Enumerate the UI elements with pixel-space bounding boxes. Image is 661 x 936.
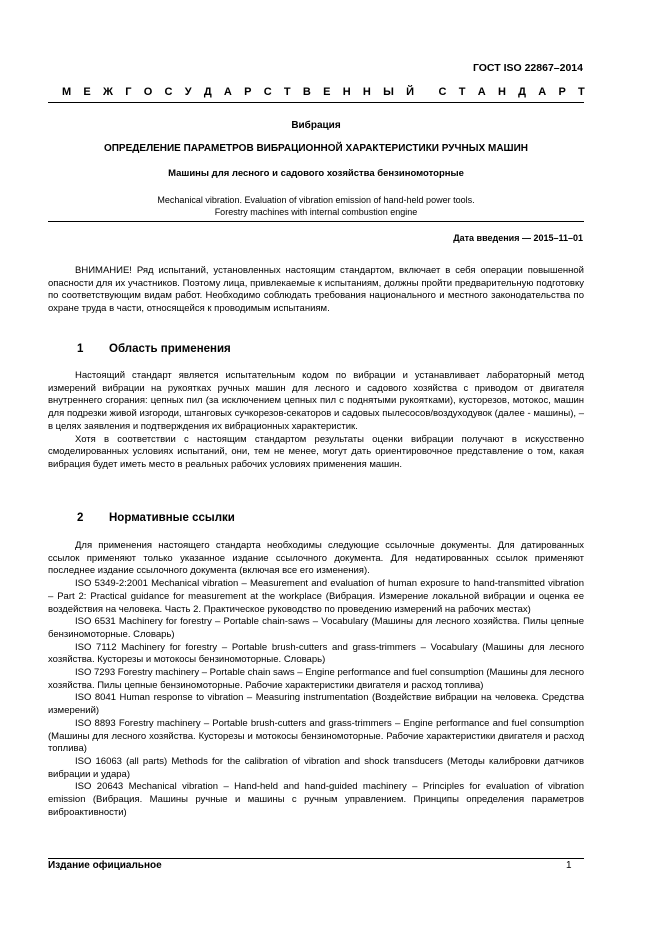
warning-block [48, 265, 584, 316]
interstate-letter: Д [518, 86, 526, 98]
interstate-letter: Т [283, 86, 291, 98]
section-1-paragraph-2: Хотя в соответствии с настоящим стандартом результаты оценки вибрации получают в искусственно смоделированных условиях испытаний, они, тем не менее, могут дать ориентировочное представление о том, какая вибрация будет иметь место в реальных рабочих условиях применения машин. [48, 433, 584, 470]
interstate-letter: С [438, 86, 447, 98]
header-rule [48, 102, 584, 103]
interstate-letter: Ы [383, 86, 394, 98]
section-2-title: Нормативные ссылки [109, 512, 235, 524]
interstate-letter: О [143, 86, 153, 98]
section-2-number: 2 [77, 512, 84, 524]
section-2-intro: Для применения настоящего стандарта необходимы следующие ссылочные документы. Для датированных ссылок применяют только указанное издание ссылочного документа. Для недатированных ссылок применяют последнее издание ссылочного документа (включая все его изменения). [48, 540, 584, 577]
interstate-letter: Ж [103, 86, 113, 98]
interstate-standard-heading [62, 86, 585, 98]
section-1-body [48, 370, 584, 472]
section-1-number: 1 [77, 343, 84, 355]
title-english-line2: Forestry machines with internal combustion engine [214, 207, 418, 217]
title-english [48, 194, 584, 218]
interstate-letter: С [164, 86, 173, 98]
interstate-letter: Е [83, 86, 91, 98]
interstate-letter: Н [342, 86, 351, 98]
interstate-letter: Н [497, 86, 506, 98]
section-1-paragraph-1: Настоящий стандарт является испытательным кодом по вибрации и устанавливает лабораторный метод измерений вибрации на рукоятках ручных машин для лесного и садового хозяйства с приводом от двигателя внутреннего сгорания: цепных пил (за исключением цепных пил с поднятыми рукоятками), кусторезов, мотокос, машин для подрезки живой изгороди, штанговых сучкорезов-секаторов и садовых пылесосов/воздуходувок (далее - машины), – в целях заявления и подтверждения их вибрационных характеристик. [48, 370, 584, 432]
interstate-letter: Е [323, 86, 331, 98]
reference-item: ISO 6531 Machinery for forestry – Portable chain-saws – Vocabulary (Машины для лесного хозяйства. Пилы цепные бензиномоторные. Словарь) [48, 616, 584, 640]
reference-item: ISO 5349-2:2001 Mechanical vibration – Measurement and evaluation of human exposure to hand-transmitted vibration – Part 2: Practical guidance for measurement at the workplace (Вибрация. Измерение локальной вибрации и оценка ее воздействия на человека. Часть 2. Практическое руководство по проведению измерений на рабочих местах) [48, 578, 584, 615]
date-introduction: Дата введения — 2015–11–01 [453, 233, 583, 243]
section-2-heading [77, 512, 235, 524]
reference-item: ISO 7112 Machinery for forestry – Portable brush-cutters and grass-trimmers – Vocabulary (Машины для лесного хозяйства. Кусторезы и мотокосы бензиномоторные. Словарь) [48, 641, 584, 666]
reference-item: ISO 7293 Forestry machinery – Portable chain saws – Engine performance and fuel consumption (Машины для лесного хозяйства. Пилы цепные бензиномоторные. Рабочие характеристики двигателя и расход топлива) [48, 667, 584, 691]
reference-item: ISO 8893 Forestry machinery – Portable brush-cutters and grass-trimmers – Engine performance and fuel consumption (Машины для лесного хозяйства. Кусторезы и мотокосы бензиномоторные. Рабочие характеристики двигателя и расход топлива) [48, 717, 584, 755]
title-main: ОПРЕДЕЛЕНИЕ ПАРАМЕТРОВ ВИБРАЦИОННОЙ ХАРАКТЕРИСТИКИ РУЧНЫХ МАШИН [103, 143, 529, 154]
interstate-letter: М [62, 86, 72, 98]
interstate-letter: Т [458, 86, 466, 98]
interstate-letter: А [223, 86, 232, 98]
title-group: Вибрация [291, 120, 341, 131]
standard-id: ГОСТ ISO 22867–2014 [472, 62, 583, 74]
interstate-letter: А [477, 86, 486, 98]
interstate-letter: Н [362, 86, 371, 98]
interstate-letter: Т [578, 86, 585, 98]
reference-item: ISO 20643 Mechanical vibration – Hand-held and hand-guided machinery – Principles for evaluation of vibration emission (Вибрация. Машины ручные и машины с ручным управлением. Принципы определения параметров виброактивности) [48, 781, 584, 818]
interstate-letter: Д [203, 86, 212, 98]
interstate-letter: В [302, 86, 311, 98]
interstate-letter: С [263, 86, 272, 98]
page-number: 1 [566, 860, 572, 871]
interstate-letter: Р [244, 86, 252, 98]
section-2-body [48, 540, 584, 819]
interstate-letter: А [538, 86, 547, 98]
interstate-letter: Г [125, 86, 132, 98]
section-1-heading [77, 343, 231, 355]
edition-label: Издание официальное [48, 860, 162, 871]
reference-item: ISO 16063 (all parts) Methods for the calibration of vibration and shock transducers (Методы калибровки датчиков вибрации и удара) [48, 755, 584, 780]
title-english-line1: Mechanical vibration. Evaluation of vibration emission of hand-held power tools. [157, 195, 475, 205]
warning-paragraph: ВНИМАНИЕ! Ряд испытаний, установленных настоящим стандартом, включает в себя операции повышенной опасности для их участников. Поэтому лица, привлекаемые к испытаниям, должны пройти предварительную подготовку по соответствующим видам работ. Необходимо соблюдать требования национального и местного законодательства по охране труда в части, относящейся к проводимым испытаниям. [48, 265, 584, 315]
title-sub: Машины для лесного и садового хозяйства бензиномоторные [168, 168, 464, 179]
reference-item: ISO 8041 Human response to vibration – Measuring instrumentation (Воздействие вибрации на человека. Средства измерений) [48, 692, 584, 717]
title-rule [48, 221, 584, 222]
interstate-letter: Й [406, 86, 415, 98]
footer-rule [48, 858, 584, 859]
interstate-letter: Р [558, 86, 566, 98]
interstate-letter: У [184, 86, 192, 98]
section-1-title: Область применения [109, 343, 231, 355]
